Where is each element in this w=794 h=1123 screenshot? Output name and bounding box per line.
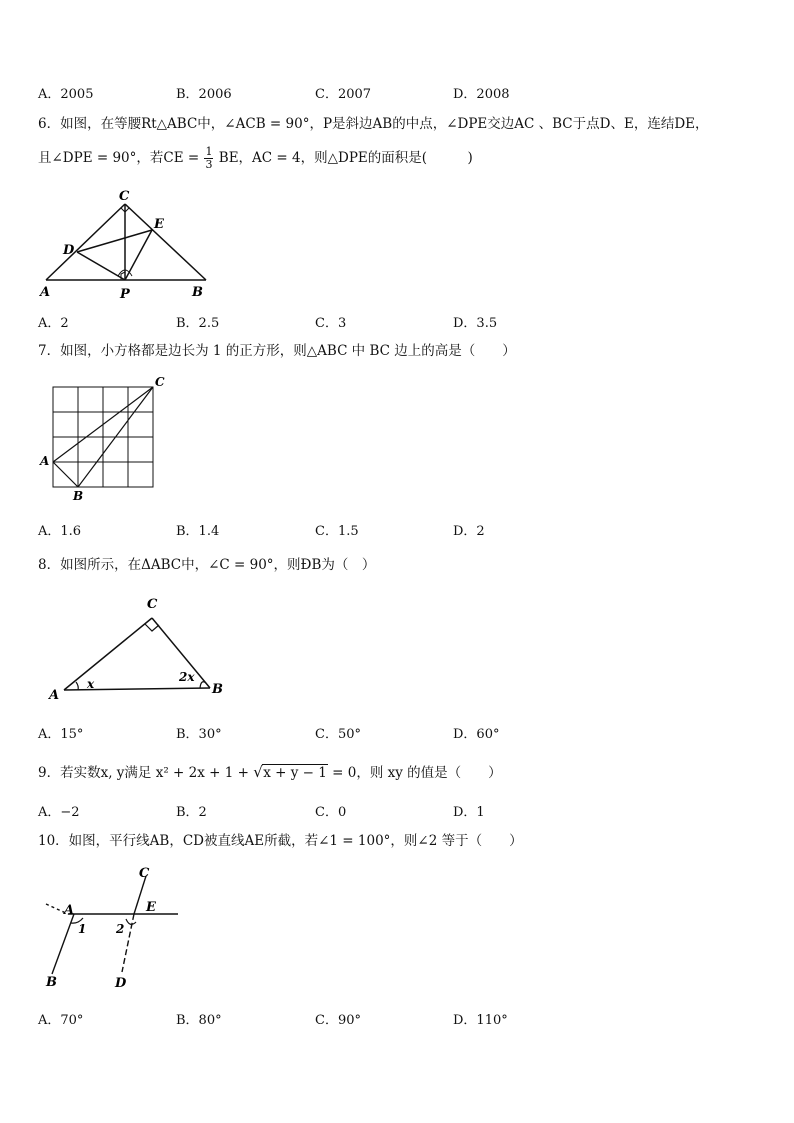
q10-option-b: B．80° [176,1013,222,1028]
q10-figure [38,862,188,992]
q6-figure-lines [46,204,206,280]
q10-label-d: D [115,976,127,991]
q6-label-b: B [192,285,203,300]
q9-stem-post: = 0，则 xy 的值是（ ） [332,765,502,781]
q10-label-1: 1 [78,922,87,936]
q10-options [38,1009,638,1027]
q7-label-c: C [155,375,165,389]
q8-option-d: D．60° [453,727,500,742]
q6-option-d: D．3.5 [453,316,498,331]
q6-option-a: A．2 [38,316,69,331]
q8-label-2x: 2x [179,670,195,684]
q7-option-b: B．1.4 [176,524,220,539]
q5-option-a: A．2005 [38,87,94,102]
q10-label-2: 2 [116,922,125,936]
q8-label-b: B [212,682,223,697]
q10-label-b: B [46,975,57,990]
q6-stem-line2-post: BE，AC = 4，则△DPE的面积是( ) [218,150,473,166]
q9-option-d: D．1 [453,805,485,820]
q7-grid [53,387,153,487]
q10-label-c: C [139,866,150,881]
q10-option-d: D．110° [453,1013,508,1028]
q6-label-c: C [119,189,130,204]
q8-options [38,723,638,741]
q9-option-a: A．−2 [38,805,80,820]
q7-label-a: A [40,454,50,468]
q7-option-a: A．1.6 [38,524,82,539]
q10-option-c: C．90° [315,1013,361,1028]
q10-label-e: E [146,900,156,915]
q6-stem-line2-pre: 且∠DPE = 90°，若CE = [38,150,200,166]
q9-stem-pre: 9．若实数x, y满足 x² + 2x + 1 + [38,765,249,781]
q6-options [38,312,638,330]
q7-label-b: B [73,489,84,503]
q6-label-d: D [63,243,75,258]
q9-options [38,801,638,819]
q7-option-d: D．2 [453,524,485,539]
q8-figure [44,590,234,702]
q10-lines [46,876,178,974]
q6-label-a: A [40,285,51,300]
q8-option-c: C．50° [315,727,361,742]
q8-label-x: x [87,677,95,691]
q9-option-b: B．2 [176,805,207,820]
q8-option-a: A．15° [38,727,84,742]
q7-options [38,520,638,538]
q6-option-b: B．2.5 [176,316,220,331]
q10-stem: 10．如图，平行线AB，CD被直线AE所截，若∠1 = 100°，则∠2 等于（ ） [38,833,523,849]
q8-label-a: A [49,688,60,702]
q6-option-c: C．3 [315,316,347,331]
q8-label-c: C [147,597,158,612]
q9-radicand: x + y − 1 [263,765,327,781]
q9-radical-sign: √ [253,763,263,781]
q5-option-d: D．2008 [453,87,510,102]
q9-stem [38,764,502,782]
q10-option-a: A．70° [38,1013,84,1028]
q7-stem: 7．如图，小方格都是边长为 1 的正方形，则△ABC 中 BC 边上的高是（ ） [38,343,516,359]
q6-fraction [204,146,213,171]
q5-options [38,83,638,101]
q6-stem-line1: 6．如图，在等腰Rt△ABC中，∠ACB = 90°，P是斜边AB的中点，∠DPE交边AC 、BC于点D、E，连结DE， [38,116,709,132]
q9-option-c: C．0 [315,805,347,820]
q8-option-b: B．30° [176,727,222,742]
q6-fraction-denominator: 3 [205,158,213,171]
q8-stem: 8．如图所示，在ΔABC中，∠C = 90°，则ÐB为（ ） [38,557,376,573]
q7-figure [36,372,176,504]
q9-sqrt [253,764,328,782]
q6-label-p: P [120,287,130,301]
q7-option-c: C．1.5 [315,524,359,539]
q6-stem-line2 [38,140,473,176]
q5-option-b: B．2006 [176,87,232,102]
q6-figure [36,186,216,301]
q10-label-a: A [64,903,75,918]
q6-label-e: E [154,217,164,232]
q6-fraction-numerator: 1 [205,145,213,158]
q5-option-c: C．2007 [315,87,372,102]
